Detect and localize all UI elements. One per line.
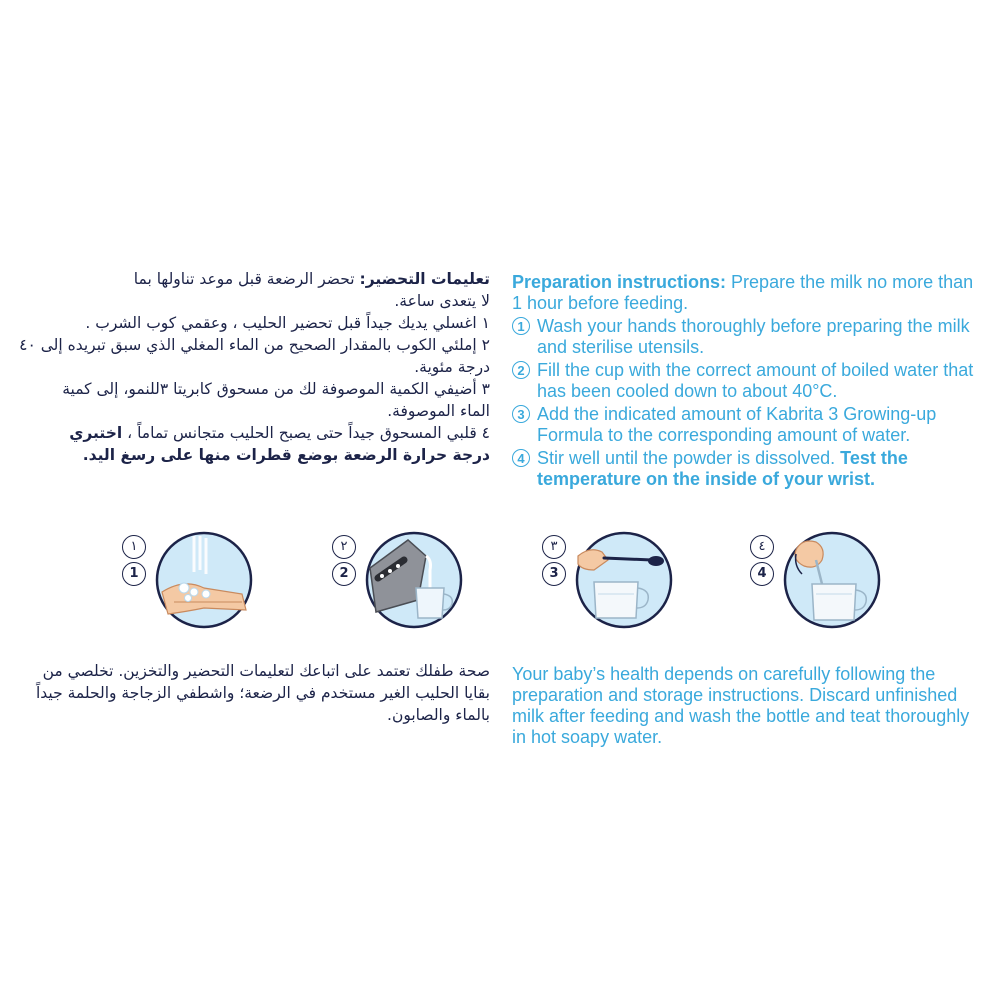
english-number-badge: 1 [122,562,146,586]
arabic-intro-line: تعليمات التحضير: تحضر الرضعة قبل موعد تناولها بما [133,270,490,288]
arabic-intro-line2: لا يتعدى ساعة. [394,292,490,310]
arabic-step-4-cont: درجة حرارة الرضعة بوضع قطرات منها على رسغ اليد. [82,446,490,464]
arabic-instructions [18,268,490,466]
arabic-number-badge: ٢ [332,535,356,559]
english-number-badge: 2 [332,562,356,586]
english-title: Preparation instructions: [512,272,727,292]
english-step-3: 3 Add the indicated amount of Kabrita 3 Growing-up Formula to the corresponding amount of water. [512,404,982,446]
arabic-footer-line: صحة طفلك تعتمد على اتباعك لتعليمات التحضير والتخزين. تخلصي من [42,662,490,680]
arabic-footer-line: بالماء والصابون. [387,706,490,724]
english-number-badge: 3 [542,562,566,586]
scoop-powder-icon [574,530,674,630]
arabic-step-2: ٢ إملئي الكوب بالمقدار الصحيح من الماء المغلي الذي سبق تبريده إلى ٤٠ [19,336,490,354]
arabic-number-badge: ١ [122,535,146,559]
arabic-number-badge: ٤ [750,535,774,559]
step-number-badge: 1 [512,317,530,335]
english-intro: Preparation instructions: Prepare the milk no more than 1 hour before feeding. [512,272,974,313]
stir-cup-icon [782,530,882,630]
arabic-step-3-cont: الماء الموصوفة. [387,402,490,420]
figure-step-1 [122,530,302,640]
english-number-badge: 4 [750,562,774,586]
step-number-badge: 3 [512,405,530,423]
english-footer: Your baby’s health depends on carefully following the preparation and storage instructions. Discard unfinished milk after feeding and wash the bottle and teat thoroughly in hot soapy water. [512,664,970,747]
figure-step-3 [542,530,722,640]
step-number-badge: 2 [512,361,530,379]
arabic-footer-line: بقايا الحليب الغير مستخدم في الرضعة؛ واشطفي الزجاجة والحلمة جيداً [35,684,490,702]
arabic-step-1: ١ اغسلي يديك جيداً قبل تحضير الحليب ، وعقمي كوب الشرب . [85,314,490,332]
figure-step-4 [750,530,930,640]
arabic-step-4: ٤ قلبي المسحوق جيداً حتى يصبح الحليب متجانس تماماً ، اختبري [69,424,490,442]
figure-step-2 [332,530,512,640]
arabic-step-3: ٣ أضيفي الكمية الموصوفة لك من مسحوق كابريتا ٣للنمو، إلى كمية [62,380,490,398]
kettle-pour-icon [364,530,464,630]
step-number-badge: 4 [512,449,530,467]
english-step-1: 1 Wash your hands thoroughly before preparing the milk and sterilise utensils. [512,316,982,358]
english-step-2: 2 Fill the cup with the correct amount of boiled water that has been cooled down to about 40°C. [512,360,982,402]
hand-washing-icon [154,530,254,630]
arabic-footer [18,660,490,726]
arabic-number-badge: ٣ [542,535,566,559]
english-instructions [512,272,982,490]
arabic-title: تعليمات التحضير: [359,270,490,288]
arabic-step-2-cont: درجة مئوية. [414,358,490,376]
english-step-4: 4 Stir well until the powder is dissolved. Test the temperature on the inside of your wrist. [512,448,982,490]
